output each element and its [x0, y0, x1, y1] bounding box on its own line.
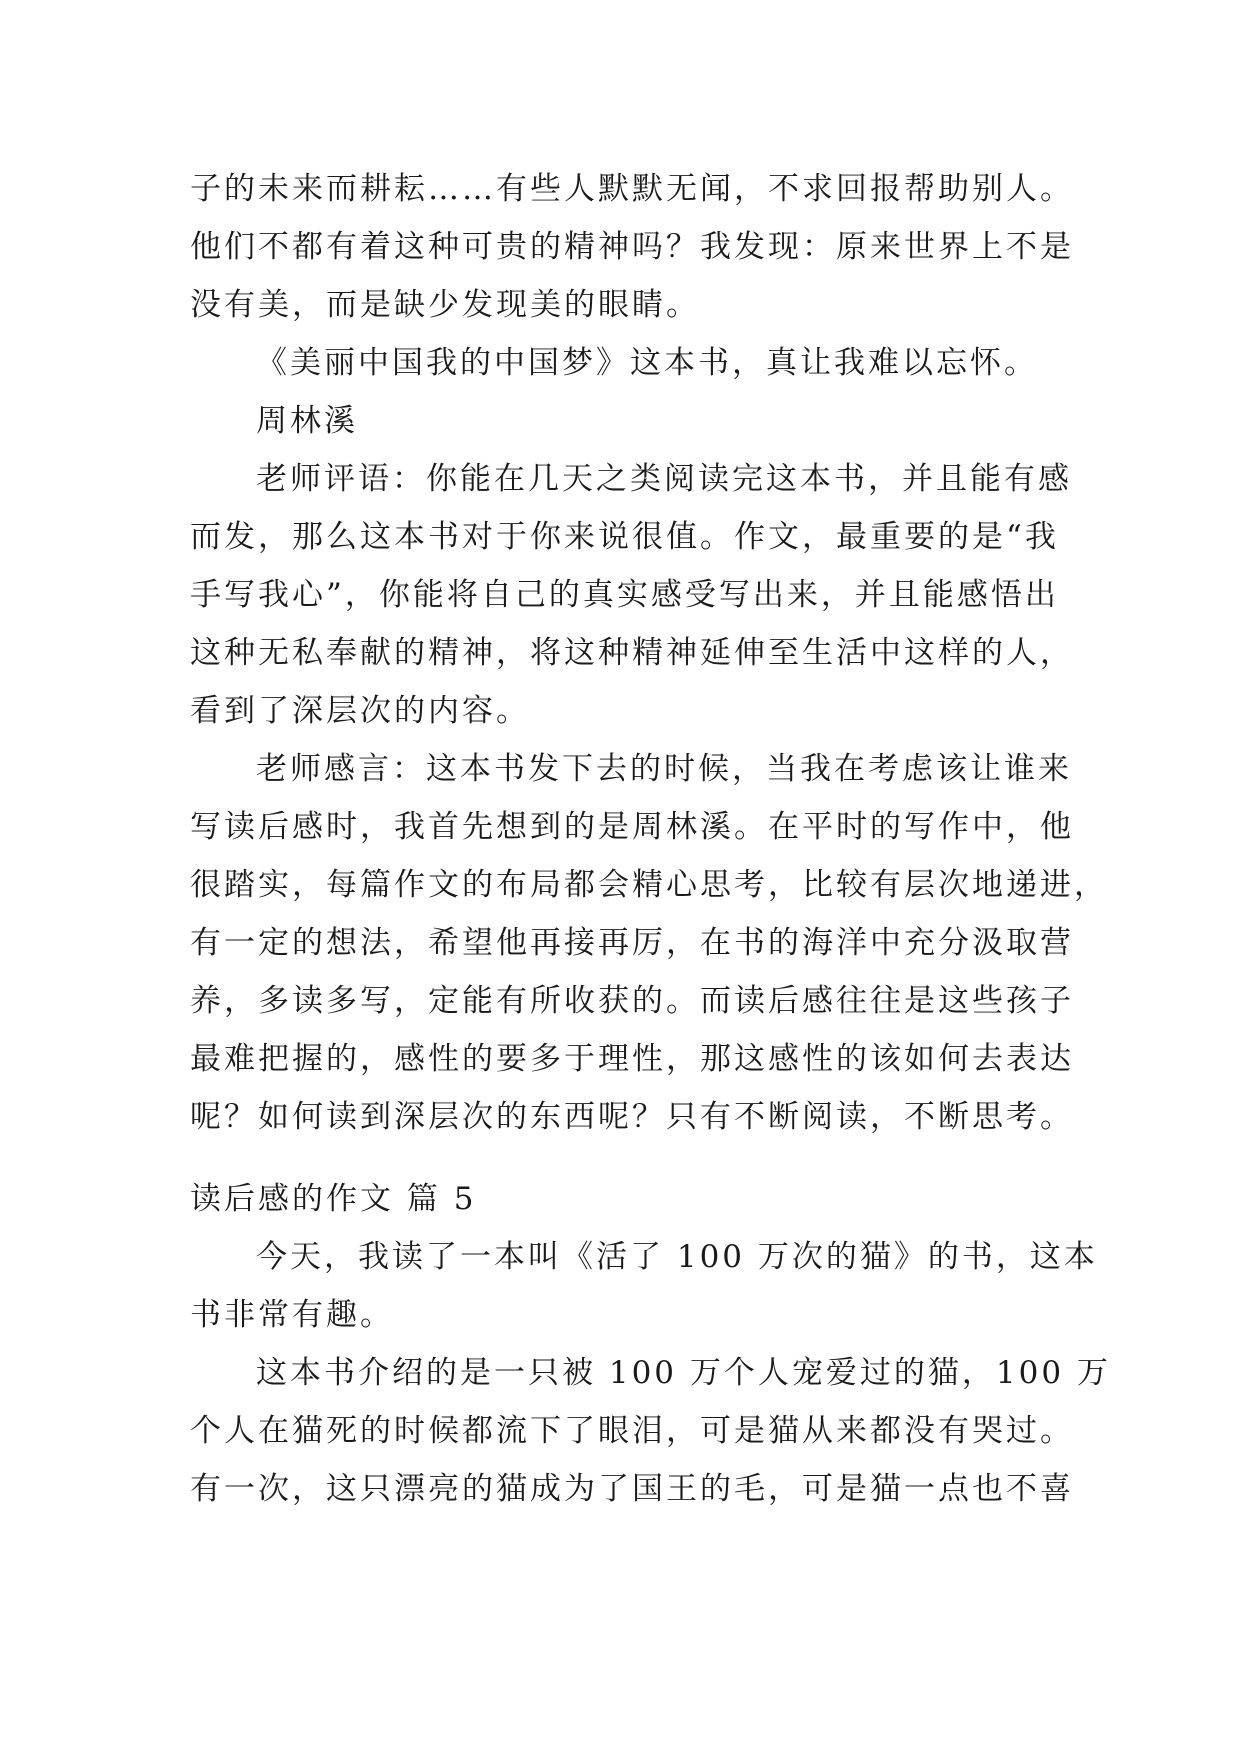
text-line: 养，多读多写，定能有所收获的。而读后感往往是这些孩子 [190, 983, 1074, 1019]
text-line: 个人在猫死的时候都流下了眼泪，可是猫从来都没有哭过。 [190, 1413, 1074, 1449]
text-line: 子的未来而耕耘……有些人默默无闻，不求回报帮助别人。 [190, 171, 1074, 207]
teacher-remarks [190, 740, 1108, 1146]
text-line: 很踏实，每篇作文的布局都会精心思考，比较有层次地递进， [190, 867, 1108, 903]
text-line: 最难把握的，感性的要多于理性，那这感性的该如何去表达 [190, 1041, 1074, 1077]
text-line: 今天，我读了一本叫《活了 100 万次的猫》的书，这本 [256, 1239, 1098, 1275]
paragraph [190, 160, 1074, 334]
text-line: 《美丽中国我的中国梦》这本书，真让我难以忘怀。 [256, 345, 1038, 381]
section-heading [190, 1170, 1070, 1228]
paragraph [190, 1228, 1098, 1344]
text-line: 呢？如何读到深层次的东西呢？只有不断阅读，不断思考。 [190, 1099, 1074, 1135]
text-line: 有一定的想法，希望他再接再厉，在书的海洋中充分汲取营 [190, 925, 1074, 961]
text-line: 这本书介绍的是一只被 100 万个人宠爱过的猫，100 万 [256, 1355, 1111, 1391]
author-name [190, 392, 1070, 450]
text-line: 周林溪 [256, 403, 358, 439]
text-line: 这种无私奉献的精神，将这种精神延伸至生活中这样的人， [190, 635, 1074, 671]
text-line: 有一次，这只漂亮的猫成为了国王的毛，可是猫一点也不喜 [190, 1471, 1074, 1507]
text-line: 看到了深层次的内容。 [190, 693, 530, 729]
text-line: 书非常有趣。 [190, 1297, 394, 1333]
text-line: 没有美，而是缺少发现美的眼睛。 [190, 287, 700, 323]
text-line: 读后感的作文 篇 5 [190, 1181, 477, 1217]
text-line: 写读后感时，我首先想到的是周林溪。在平时的写作中，他 [190, 809, 1074, 845]
paragraph [190, 1344, 1111, 1518]
text-line: 他们不都有着这种可贵的精神吗？我发现：原来世界上不是 [190, 229, 1074, 265]
teacher-comment [190, 450, 1074, 740]
paragraph [190, 334, 1070, 392]
document-body [190, 160, 1111, 1518]
text-line: 而发，那么这本书对于你来说很值。作文，最重要的是“我 [190, 519, 1059, 555]
text-line: 老师评语：你能在几天之类阅读完这本书，并且能有感 [256, 461, 1072, 497]
text-line: 老师感言：这本书发下去的时候，当我在考虑该让谁来 [256, 751, 1072, 787]
text-line: 手写我心”，你能将自己的真实感受写出来，并且能感悟出 [190, 577, 1059, 613]
